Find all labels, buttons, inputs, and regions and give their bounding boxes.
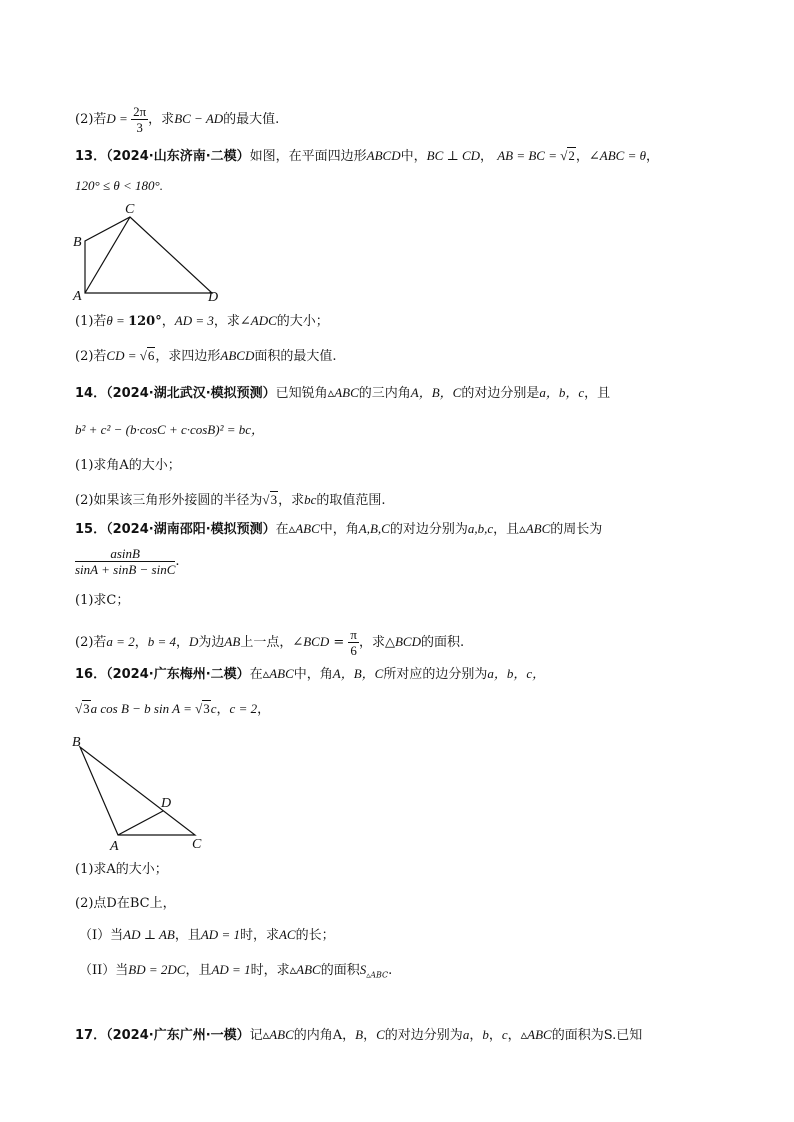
figure-label-b: B	[73, 235, 82, 250]
perimeter-fraction: $\frac{asinB}{\sin A + \sin B - \sin C}$	[75, 546, 176, 577]
figure-label-d: D	[161, 796, 172, 811]
q12-part2: (2)若D = $\frac{2\pi}{3}$ ，求BC − AD的最大值.	[75, 104, 280, 135]
q16-statement: 16．（2024·广东梅州·二模）在▵ABC中，角A，B，C所对应的边分别为a，b，c，	[75, 666, 546, 682]
q16-part2: (2)点D在BC上，	[75, 896, 176, 911]
q16-sub2: （II）当BD = 2DC，且AD = 1时，求▵ABC的面积$S_{▵ABC}$.	[79, 962, 393, 980]
quadrilateral-abcd-figure	[70, 200, 230, 306]
figure-label-a: A	[73, 289, 82, 304]
figure-label-c: C	[192, 837, 202, 852]
sqrt-3-rhs: √3	[195, 701, 210, 716]
q15-part2: (2)若a = 2，b = 4，D为边AB上一点，∠BCD = $\frac{\pi}{6}$ ，求△BCD的面积.	[75, 627, 465, 658]
q15-perimeter-fraction: $\frac{asinB}{\sin A + \sin B - \sin C}$ .	[75, 546, 180, 577]
q15-part1: (1)求C；	[75, 593, 130, 608]
q14-equation: b² + c² − (b·cosC + c·cosB)² = bc，	[75, 422, 265, 437]
q16-equation: √3a cos B − b sin A = √3c，c = 2，	[75, 701, 271, 717]
q14-part1: (1)求角A的大小；	[75, 458, 181, 473]
q13-statement: 13．（2024·山东济南·二模）如图，在平面四边形ABCD中，BC ⊥ CD， AB = BC = √2，∠ABC = θ，	[75, 148, 660, 164]
figure-label-d: D	[208, 290, 219, 305]
sqrt-2: √2	[560, 148, 575, 163]
sqrt-6: √6	[139, 348, 155, 363]
q15-statement: 15．（2024·湖南邵阳·模拟预测）在▵ABC中，角A,B,C的对边分别为a,b,c，且▵ABC的周长为	[75, 521, 603, 537]
figure-label-a: A	[110, 839, 119, 852]
q16-sub1: （I）当AD ⊥ AB，且AD = 1时，求AC的长；	[79, 927, 335, 943]
figure-label-b: B	[72, 735, 81, 750]
q16-part1: (1)求A的大小；	[75, 862, 168, 877]
sqrt-3: √3	[262, 492, 278, 507]
q13-part1: (1)若θ = 120°，AD = 3，求∠ADC的大小；	[75, 313, 329, 329]
figure-label-c: C	[125, 202, 135, 217]
triangle-abc-figure	[68, 732, 218, 852]
q14-statement: 14．（2024·湖北武汉·模拟预测）已知锐角▵ABC的三内角A，B，C的对边分别是a，b，c，且	[75, 385, 611, 401]
fraction-2pi-over-3: $\frac{2\pi}{3}$	[133, 104, 147, 135]
sqrt-3-lhs: √3	[75, 701, 90, 716]
q14-part2: (2)如果该三角形外接圆的半径为√3，求bc的取值范围.	[75, 492, 386, 508]
q17-statement: 17．（2024·广东广州·一模）记▵ABC的内角A，B，C的对边分别为a，b，c，▵ABC的面积为S.已知	[75, 1027, 643, 1043]
fraction-pi-over-6: $\frac{\pi}{6}$	[350, 627, 357, 658]
q13-part2: (2)若CD = √6，求四边形ABCD面积的最大值.	[75, 348, 337, 364]
q13-range: 120° ≤ θ < 180°.	[75, 178, 163, 193]
